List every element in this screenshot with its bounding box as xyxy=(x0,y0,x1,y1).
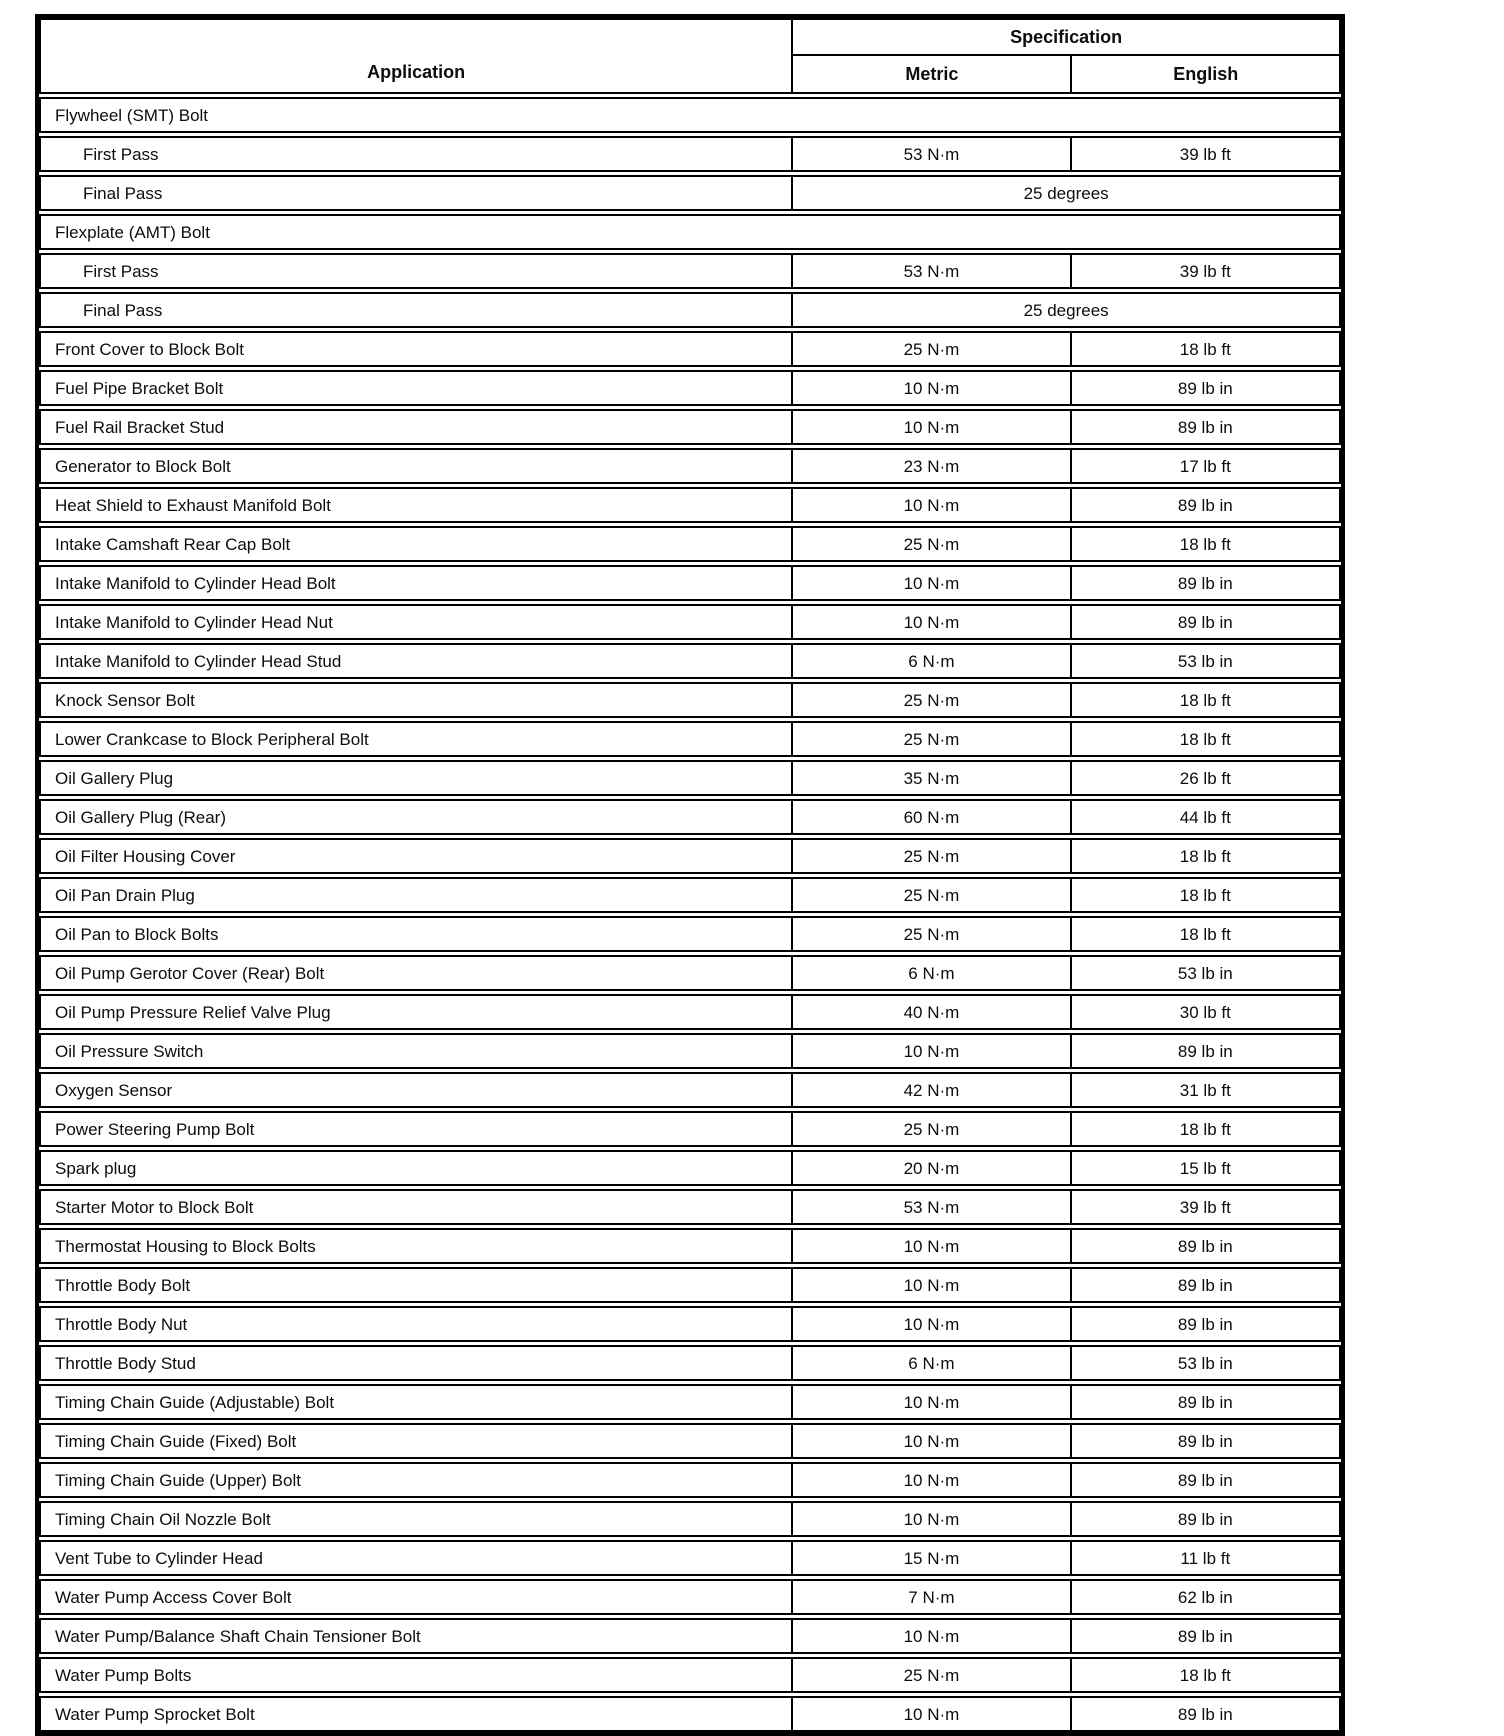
application-cell: Throttle Body Nut xyxy=(55,1314,188,1334)
table-row xyxy=(39,760,1341,796)
english-cell: 89 lb in xyxy=(1070,606,1339,638)
application-cell: Flywheel (SMT) Bolt xyxy=(55,105,209,125)
application-cell: Intake Manifold to Cylinder Head Nut xyxy=(55,612,333,632)
application-cell: Oil Gallery Plug (Rear) xyxy=(55,807,226,827)
english-cell: 18 lb ft xyxy=(1070,1659,1339,1691)
table-row xyxy=(39,448,1341,484)
english-cell: 39 lb ft xyxy=(1070,1191,1339,1223)
application-cell: Oxygen Sensor xyxy=(55,1080,173,1100)
metric-cell: 25 N·m xyxy=(791,333,1069,365)
value-cell: 25 degrees xyxy=(791,294,1339,326)
table-row xyxy=(39,1189,1341,1225)
english-cell: 39 lb ft xyxy=(1070,138,1339,170)
english-cell: 89 lb in xyxy=(1070,1464,1339,1496)
application-cell: Water Pump Access Cover Bolt xyxy=(55,1587,292,1607)
application-cell: First Pass xyxy=(83,261,159,281)
english-cell: 62 lb in xyxy=(1070,1581,1339,1613)
table-row xyxy=(39,1579,1341,1615)
metric-cell: 53 N·m xyxy=(791,1191,1069,1223)
specification-subheader-row xyxy=(793,56,1339,92)
application-cell: Power Steering Pump Bolt xyxy=(55,1119,255,1139)
metric-cell: 25 N·m xyxy=(791,684,1069,716)
application-cell: Timing Chain Guide (Upper) Bolt xyxy=(55,1470,301,1490)
table-row xyxy=(39,292,1341,328)
specification-column-header: Specification xyxy=(793,20,1339,56)
application-cell: Heat Shield to Exhaust Manifold Bolt xyxy=(55,495,331,515)
metric-cell: 40 N·m xyxy=(791,996,1069,1028)
table-row xyxy=(39,331,1341,367)
english-cell: 18 lb ft xyxy=(1070,333,1339,365)
metric-cell: 25 N·m xyxy=(791,528,1069,560)
table-row xyxy=(39,1150,1341,1186)
english-cell: 89 lb in xyxy=(1070,1230,1339,1262)
application-cell: First Pass xyxy=(83,144,159,164)
table-row xyxy=(39,1501,1341,1537)
application-cell: Oil Pump Gerotor Cover (Rear) Bolt xyxy=(55,963,325,983)
table-row xyxy=(39,994,1341,1030)
english-cell: 30 lb ft xyxy=(1070,996,1339,1028)
english-cell: 53 lb in xyxy=(1070,957,1339,989)
metric-column-header: Metric xyxy=(905,63,959,84)
application-cell: Oil Pan to Block Bolts xyxy=(55,924,219,944)
table-row xyxy=(39,721,1341,757)
english-cell: 17 lb ft xyxy=(1070,450,1339,482)
english-cell: 89 lb in xyxy=(1070,1269,1339,1301)
metric-cell: 25 N·m xyxy=(791,723,1069,755)
application-cell: Intake Manifold to Cylinder Head Bolt xyxy=(55,573,336,593)
table-row xyxy=(39,1267,1341,1303)
application-cell: Starter Motor to Block Bolt xyxy=(55,1197,254,1217)
metric-cell: 25 N·m xyxy=(791,879,1069,911)
metric-cell: 10 N·m xyxy=(791,1620,1069,1652)
application-cell: Oil Pump Pressure Relief Valve Plug xyxy=(55,1002,331,1022)
metric-cell: 25 N·m xyxy=(791,1659,1069,1691)
value-cell: 25 degrees xyxy=(791,177,1339,209)
table-row xyxy=(39,136,1341,172)
metric-cell: 53 N·m xyxy=(791,138,1069,170)
metric-cell: 10 N·m xyxy=(791,606,1069,638)
table-row xyxy=(39,1072,1341,1108)
application-cell: Front Cover to Block Bolt xyxy=(55,339,244,359)
english-cell: 89 lb in xyxy=(1070,1035,1339,1067)
english-cell: 18 lb ft xyxy=(1070,528,1339,560)
application-cell: Fuel Rail Bracket Stud xyxy=(55,417,225,437)
table-body xyxy=(39,97,1341,1732)
table-row xyxy=(39,1696,1341,1732)
table-row xyxy=(39,1345,1341,1381)
metric-cell: 10 N·m xyxy=(791,1386,1069,1418)
metric-cell: 10 N·m xyxy=(791,1230,1069,1262)
table-row xyxy=(39,604,1341,640)
table-row xyxy=(39,409,1341,445)
metric-cell: 10 N·m xyxy=(791,1503,1069,1535)
metric-cell: 25 N·m xyxy=(791,840,1069,872)
application-cell: Intake Manifold to Cylinder Head Stud xyxy=(55,651,342,671)
table-row xyxy=(39,175,1341,211)
english-cell: 18 lb ft xyxy=(1070,723,1339,755)
english-cell: 89 lb in xyxy=(1070,411,1339,443)
table-row xyxy=(39,1540,1341,1576)
metric-cell: 10 N·m xyxy=(791,1698,1069,1730)
table-row xyxy=(39,526,1341,562)
application-cell: Oil Gallery Plug xyxy=(55,768,174,788)
metric-cell: 25 N·m xyxy=(791,918,1069,950)
application-cell: Fuel Pipe Bracket Bolt xyxy=(55,378,224,398)
english-cell: 89 lb in xyxy=(1070,567,1339,599)
metric-cell: 25 N·m xyxy=(791,1113,1069,1145)
table-row xyxy=(39,799,1341,835)
application-column-header: Application xyxy=(367,62,466,82)
table-row xyxy=(39,1657,1341,1693)
metric-cell: 6 N·m xyxy=(791,957,1069,989)
application-cell: Vent Tube to Cylinder Head xyxy=(55,1548,263,1568)
application-cell: Oil Filter Housing Cover xyxy=(55,846,236,866)
metric-cell: 10 N·m xyxy=(791,1464,1069,1496)
metric-cell: 23 N·m xyxy=(791,450,1069,482)
english-cell: 18 lb ft xyxy=(1070,1113,1339,1145)
application-cell: Generator to Block Bolt xyxy=(55,456,231,476)
application-cell: Timing Chain Guide (Fixed) Bolt xyxy=(55,1431,297,1451)
metric-cell: 10 N·m xyxy=(791,567,1069,599)
metric-cell: 6 N·m xyxy=(791,1347,1069,1379)
table-row xyxy=(39,877,1341,913)
application-cell: Flexplate (AMT) Bolt xyxy=(55,222,210,242)
table-row xyxy=(39,1306,1341,1342)
english-cell: 44 lb ft xyxy=(1070,801,1339,833)
table-row xyxy=(39,682,1341,718)
english-cell: 89 lb in xyxy=(1070,1620,1339,1652)
table-row xyxy=(39,214,1341,250)
metric-cell: 10 N·m xyxy=(791,489,1069,521)
english-cell: 18 lb ft xyxy=(1070,879,1339,911)
english-cell: 89 lb in xyxy=(1070,489,1339,521)
application-cell: Throttle Body Stud xyxy=(55,1353,196,1373)
metric-cell: 6 N·m xyxy=(791,645,1069,677)
metric-cell: 42 N·m xyxy=(791,1074,1069,1106)
metric-cell: 15 N·m xyxy=(791,1542,1069,1574)
metric-cell: 7 N·m xyxy=(791,1581,1069,1613)
application-cell: Timing Chain Oil Nozzle Bolt xyxy=(55,1509,271,1529)
metric-cell: 35 N·m xyxy=(791,762,1069,794)
application-cell: Knock Sensor Bolt xyxy=(55,690,195,710)
table-row xyxy=(39,370,1341,406)
english-cell: 18 lb ft xyxy=(1070,918,1339,950)
table-row xyxy=(39,565,1341,601)
application-cell: Lower Crankcase to Block Peripheral Bolt xyxy=(55,729,369,749)
metric-cell: 10 N·m xyxy=(791,411,1069,443)
application-cell: Timing Chain Guide (Adjustable) Bolt xyxy=(55,1392,335,1412)
table-row xyxy=(39,916,1341,952)
metric-cell: 10 N·m xyxy=(791,1425,1069,1457)
application-cell: Oil Pan Drain Plug xyxy=(55,885,195,905)
english-cell: 89 lb in xyxy=(1070,1386,1339,1418)
english-cell: 18 lb ft xyxy=(1070,840,1339,872)
table-header-row xyxy=(39,18,1341,94)
table-row xyxy=(39,838,1341,874)
english-cell: 18 lb ft xyxy=(1070,684,1339,716)
application-cell: Throttle Body Bolt xyxy=(55,1275,191,1295)
application-cell: Thermostat Housing to Block Bolts xyxy=(55,1236,316,1256)
application-cell: Water Pump Bolts xyxy=(55,1665,192,1685)
english-cell: 89 lb in xyxy=(1070,1698,1339,1730)
english-cell: 26 lb ft xyxy=(1070,762,1339,794)
table-row xyxy=(39,1111,1341,1147)
application-cell: Water Pump/Balance Shaft Chain Tensioner Bolt xyxy=(55,1626,421,1646)
table-row xyxy=(39,1618,1341,1654)
table-row xyxy=(39,955,1341,991)
metric-cell: 10 N·m xyxy=(791,1308,1069,1340)
table-row xyxy=(39,487,1341,523)
english-cell: 39 lb ft xyxy=(1070,255,1339,287)
english-cell: 89 lb in xyxy=(1070,1425,1339,1457)
application-cell: Final Pass xyxy=(83,300,163,320)
table-row xyxy=(39,253,1341,289)
table-row xyxy=(39,1423,1341,1459)
table-row xyxy=(39,1462,1341,1498)
english-cell: 89 lb in xyxy=(1070,372,1339,404)
metric-cell: 53 N·m xyxy=(791,255,1069,287)
metric-cell: 10 N·m xyxy=(791,1035,1069,1067)
english-cell: 15 lb ft xyxy=(1070,1152,1339,1184)
table-row xyxy=(39,1228,1341,1264)
application-cell: Water Pump Sprocket Bolt xyxy=(55,1704,255,1724)
application-cell: Intake Camshaft Rear Cap Bolt xyxy=(55,534,291,554)
table-row xyxy=(39,643,1341,679)
torque-specifications-table xyxy=(35,14,1345,1736)
english-cell: 11 lb ft xyxy=(1070,1542,1339,1574)
metric-cell: 60 N·m xyxy=(791,801,1069,833)
table-row xyxy=(39,1384,1341,1420)
application-cell: Spark plug xyxy=(55,1158,137,1178)
english-cell: 53 lb in xyxy=(1070,645,1339,677)
application-cell: Oil Pressure Switch xyxy=(55,1041,204,1061)
english-cell: 31 lb ft xyxy=(1070,1074,1339,1106)
metric-cell: 10 N·m xyxy=(791,1269,1069,1301)
english-cell: 53 lb in xyxy=(1070,1347,1339,1379)
application-cell: Final Pass xyxy=(83,183,163,203)
metric-cell: 10 N·m xyxy=(791,372,1069,404)
table-row xyxy=(39,97,1341,133)
specification-header-group xyxy=(791,20,1339,92)
english-column-header: English xyxy=(1070,56,1339,92)
table-row xyxy=(39,1033,1341,1069)
english-cell: 89 lb in xyxy=(1070,1503,1339,1535)
english-cell: 89 lb in xyxy=(1070,1308,1339,1340)
metric-cell: 20 N·m xyxy=(791,1152,1069,1184)
